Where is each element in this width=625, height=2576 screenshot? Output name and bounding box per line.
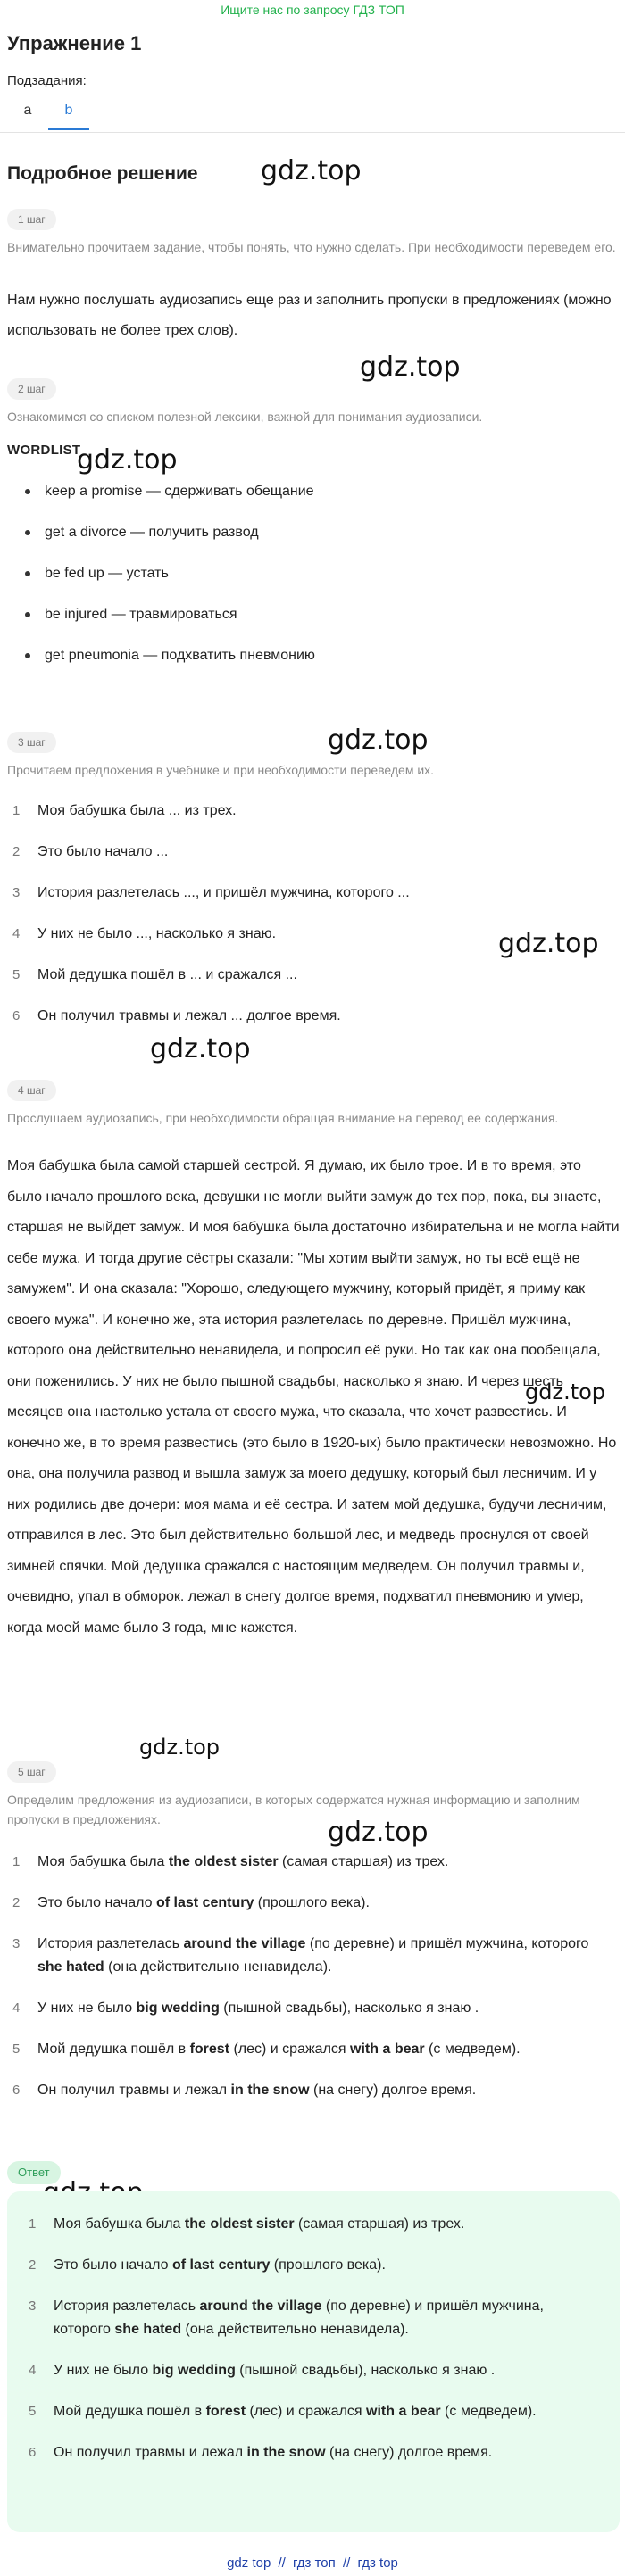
list-item: 4 У них не было big wedding (пышной свадьбы), насколько я знаю .: [29, 2363, 496, 2378]
solution-title: Подробное решение: [7, 163, 198, 184]
divider: [0, 132, 625, 133]
list-item: 1 Моя бабушка была the oldest sister (самая старшая) из трех.: [29, 2216, 465, 2232]
step-badge: 3 шаг: [7, 732, 56, 753]
subtask-tabs: [7, 93, 89, 130]
list-item: 2 Это было начало ...: [12, 844, 169, 859]
transcript-text: Моя бабушка была самой старшей сестрой. Я думаю, их было трое. И в то время, это было начало прошлого века, девушки не могли выйти замуж до тех пор, пока, вы знаете, старшая не выйдет замуж. И моя бабушка была достаточно избирательна и не могла найти себе мужа. И тогда другие сёстры сказали: "Мы хотим выйти замуж, но ты всё ещё не замужем". И она сказала: "Хорошо, следующего мужчину, который придёт, я приму как своего мужа". И конечно же, эта история разлетелась по деревне. Пришёл мужчина, которого она действительно ненавидела, и попросил её руки. Но так как она пообещала, они поженились. У них не было пышной свадьбы, насколько я знаю. И через шесть месяцев она настолько устала от своего мужа, что сказала, что хочет развестись. И конечно же, в то время развестись (это было в 1920-ых) было практически невозможно. Но она, она получила развод и вышла замуж за моего дедушку, который был лесничим. И у них родились две дочери: моя мама и её сестра. И затем мой дедушка, будучи лесничим, отправился в лес. Это был действительно большой лес, и медведь проснулся от своей зимней спячки. Мой дедушка сражался с настоящим медведем. Он получил травмы и, очевидно, упал в обморок. лежал в снегу долгое время, подхватил пневмонию и умер, когда моей маме было 3 года, мне кажется.: [7, 1158, 620, 1636]
tab-b[interactable]: b: [48, 93, 89, 130]
step-hint: Прослушаем аудиозапись, при необходимости обращая внимание на перевод ее содержания.: [7, 1111, 559, 1125]
footer-separator: //: [342, 2555, 351, 2571]
list-item: 3 История разлетелась around the village (по деревне) и пришёл мужчина, которого she hated (она действительно ненавидела).: [29, 2299, 544, 2337]
step-hint: Определим предложения из аудиозаписи, в которых содержатся нужная информацию и заполним пропуски в предложениях.: [7, 1793, 580, 1826]
wordlist: [7, 471, 614, 676]
list-item: 3 История разлетелась ..., и пришёл мужчина, которого ...: [12, 885, 410, 900]
answer-list: [23, 2204, 604, 2473]
tab-a[interactable]: a: [23, 103, 32, 118]
list-item: get pneumonia — подхватить пневмонию: [7, 635, 614, 676]
sentence-list: [7, 791, 614, 1037]
list-item: be fed up — устать: [7, 553, 614, 594]
footer-links: [0, 2554, 625, 2573]
list-item: 5 Мой дедушка пошёл в ... и сражался ...: [12, 967, 297, 982]
watermark: gdz.top: [150, 1033, 251, 1064]
list-item: 5 Мой дедушка пошёл в forest (лес) и сражался with a bear (с медведем).: [29, 2404, 537, 2419]
list-item: 6 Он получил травмы и лежал ... долгое время.: [12, 1008, 341, 1023]
list-item: 2 Это было начало of last century (прошлого века).: [12, 1895, 370, 1910]
step-hint: Ознакомимся со списком полезной лексики, важной для понимания аудиозаписи.: [7, 410, 483, 424]
footer-link[interactable]: гдз топ: [293, 2555, 336, 2571]
list-item: 1 Моя бабушка была ... из трех.: [12, 803, 237, 818]
list-item: 4 У них не было big wedding (пышной свадьбы), насколько я знаю .: [12, 2000, 479, 2016]
list-item: get a divorce — получить развод: [7, 512, 614, 553]
watermark: gdz.top: [360, 352, 461, 383]
subtasks-label: Подзадания:: [7, 73, 87, 88]
footer-separator: //: [278, 2555, 286, 2571]
step-badge: 1 шаг: [7, 209, 56, 230]
watermark: gdz.top: [261, 155, 362, 186]
answer-box: [7, 2191, 620, 2532]
watermark: gdz.top: [139, 1735, 221, 1760]
footer-link[interactable]: gdz top: [227, 2555, 271, 2571]
list-item: keep a promise — сдерживать обещание: [7, 471, 614, 512]
list-item: 6 Он получил травмы и лежал in the snow (на снегу) долгое время.: [12, 2083, 477, 2098]
step-badge: 4 шаг: [7, 1080, 56, 1101]
step-badge: 2 шаг: [7, 378, 56, 400]
list-item: 3 История разлетелась around the village (по деревне) и пришёл мужчина, которого she hated (она действительно ненавидела).: [12, 1936, 589, 1975]
wordlist-title: WORDLIST: [7, 443, 81, 458]
step-badge: 5 шаг: [7, 1761, 56, 1783]
watermark: gdz.top: [77, 444, 178, 476]
list-item: 6 Он получил травмы и лежал in the snow (на снегу) долгое время.: [29, 2445, 493, 2460]
filled-list: [7, 1842, 614, 2111]
watermark: gdz.top: [525, 1379, 606, 1404]
step-text: Нам нужно послушать аудиозапись еще раз и заполнить пропуски в предложениях (можно использовать не более трех слов).: [7, 293, 612, 338]
footer-link[interactable]: гдз top: [357, 2555, 398, 2571]
step-hint: Прочитаем предложения в учебнике и при необходимости переведем их.: [7, 763, 435, 777]
list-item: 2 Это было начало of last century (прошлого века).: [29, 2257, 386, 2273]
exercise-title: Упражнение 1: [7, 32, 142, 54]
watermark: gdz.top: [498, 928, 599, 959]
list-item: 1 Моя бабушка была the oldest sister (самая старшая) из трех.: [12, 1854, 449, 1869]
search-hint-link[interactable]: Ищите нас по запросу ГДЗ ТОП: [221, 3, 404, 17]
watermark: gdz.top: [328, 1817, 429, 1848]
list-item: be injured — травмироваться: [7, 594, 614, 635]
watermark: gdz.top: [328, 725, 429, 756]
step-hint: Внимательно прочитаем задание, чтобы понять, что нужно сделать. При необходимости переведем его.: [7, 240, 616, 254]
list-item: 5 Мой дедушка пошёл в forest (лес) и сражался with a bear (с медведем).: [12, 2042, 521, 2057]
answer-badge: Ответ: [7, 2161, 61, 2184]
list-item: 4 У них не было ..., насколько я знаю.: [12, 926, 277, 941]
